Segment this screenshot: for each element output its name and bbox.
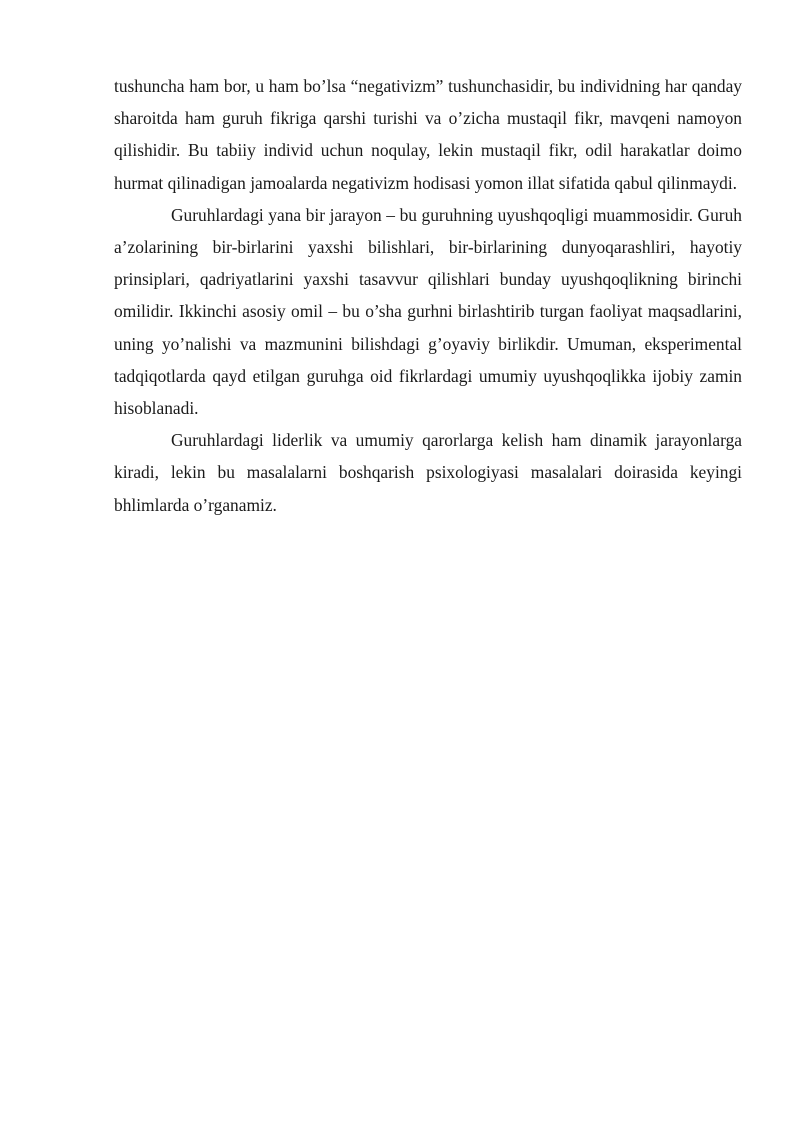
paragraph-negativism: tushuncha ham bor, u ham bo’lsa “negativizm” tushunchasidir, bu individning har qanday sharoitda ham guruh fikriga qarshi turishi va o’zicha mustaqil fikr, mavqeni namoyon qilishidir. Bu tabiiy individ uchun noqulay, lekin mustaqil fikr, odil harakatlar doimo hurmat qilinadigan jamoalarda negativizm hodisasi yomon illat sifatida qabul qilinmaydi.: [114, 76, 742, 193]
body-text: [114, 70, 742, 521]
paragraph-cohesion: Guruhlardagi yana bir jarayon – bu guruhning uyushqoqligi muammosidir. Guruh a’zolarining bir-birlarini yaxshi bilishlari, bir-birlarining dunyoqarashliri, hayotiy prinsiplari, qadriyatlarini yaxshi tasavvur qilishlari bunday uyushqoqlikning birinchi omilidir. Ikkinchi asosiy omil – bu o’sha gurhni birlashtirib turgan faoliyat maqsadlarini, uning yo’nalishi va mazmunini bilishdagi g’oyaviy birlikdir. Umuman, eksperimental tadqiqotlarda qayd etilgan guruhga oid fikrlardagi umumiy uyushqoqlikka ijobiy zamin hisoblanadi.: [114, 204, 742, 419]
paragraph-leadership: Guruhlardagi liderlik va umumiy qarorlarga kelish ham dinamik jarayonlarga kiradi, lekin bu masalalarni boshqarish psixologiyasi masalalari doirasida keyingi bhlimlarda o’rganamiz.: [114, 430, 742, 515]
